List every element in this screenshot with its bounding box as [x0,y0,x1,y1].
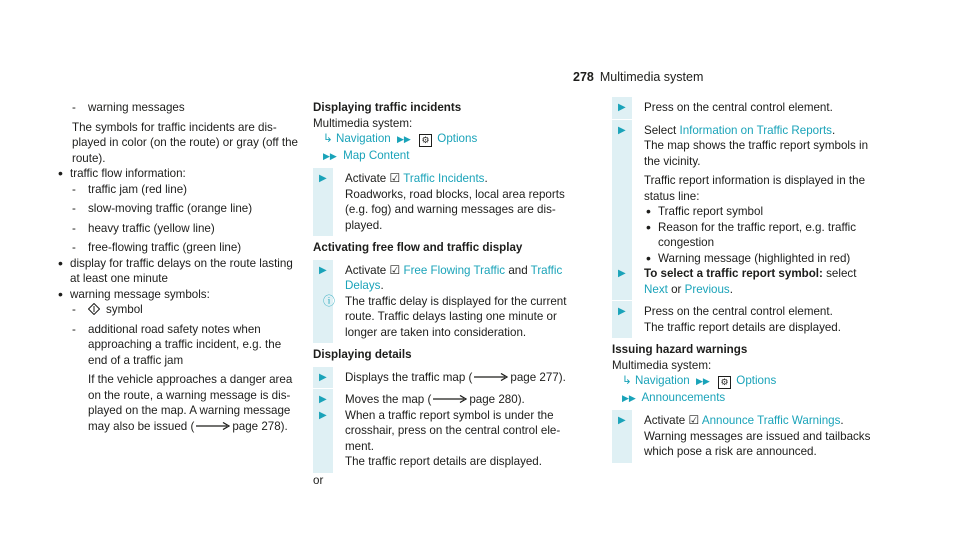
info-icon: ⓘ [323,293,336,308]
option-announce-traffic-warnings[interactable]: Announce Traffic Warnings [701,414,841,427]
enter-arrow-icon: ↳ [323,132,333,145]
enter-arrow-icon: ↳ [622,374,632,387]
option-traffic-incidents[interactable]: Traffic Incidents [403,172,485,185]
list-item: - symbol [58,302,320,318]
step-arrow-icon: ▶ [319,264,327,276]
list-item: • Reason for the traffic report, e.g. traffic congestion [634,220,912,251]
step: ▶ Displays the traffic map ( page 277). [313,370,583,386]
double-chevron-icon: ▶▶ [323,150,337,161]
column-2: Displaying traffic incidents Multimedia system: ↳ Navigation ▶▶ ⚙ Options ▶▶ Map Content ▶ Activate ☑ Traffic Incidents. Roadworks, road blocks, local area reports (e.g. fog) and warning messages are dis- played. Activating free flow and traffic display ▶ Activate ☑ Free Flowing Traffic and Traffic Delays. ⓘ The traffic delay is displayed for the current route. Traffic delays lasting one minute or longer are taken into consideration. Displaying details ▶ Displays the traffic map ( page 277). ▶ Moves the map ( page 280). ▶ When a traffic report symbol is under the crosshair, press on the central control ele- ment. The traffic report details are displayed. or [313,100,583,488]
step-arrow-icon: ▶ [618,124,626,136]
step: ▶ Moves the map ( page 280). ▶ When a traffic report symbol is under the crosshair, press on the central control ele- ment. The traffic report details are displayed. [313,392,583,470]
step-arrow-icon: ▶ [618,306,626,317]
list-item: - warning messages [58,100,320,116]
list-item: - slow-moving traffic (orange line) [58,201,320,217]
step: ▶ Activate ☑ Free Flowing Traffic and Traffic Delays. ⓘ The traffic delay is displayed for the current route. Traffic delays lasting one minute or longer are taken into consideration. [313,263,583,341]
menu-path [313,148,583,165]
step-arrow-icon: ▶ [618,268,626,279]
step-arrow-icon: ▶ [618,102,626,113]
page-reference-arrow-icon [474,373,508,381]
option-traffic-delays[interactable]: Traffic [530,263,563,277]
page-reference-arrow-icon [433,395,467,403]
list-item: - heavy traffic (yellow line) [58,221,320,237]
section-heading: Displaying details [313,348,412,361]
double-chevron-icon: ▶▶ [622,392,636,403]
option-next[interactable]: Next [644,282,668,296]
option-free-flowing-traffic[interactable]: Free Flowing Traffic [403,263,506,277]
step: ▶ Select Information on Traffic Reports. The map shows the traffic report symbols in the vicinity. Traffic report information is displayed in the status line: • Traffic report symbol • Reason for the traffic report, e.g. traffic congestion • Warning message (highlighted in red) [612,123,912,267]
list-item: • display for traffic delays on the route lasting at least one minute [58,256,320,287]
step-arrow-icon: ▶ [319,371,327,383]
menu-announcements[interactable]: Announcements [641,390,726,404]
page-number: 278 [573,70,594,84]
step: ▶ To select a traffic report symbol: select Next or Previous. [612,266,912,297]
checkbox-icon: ☑ [688,413,700,427]
menu-navigation[interactable]: Navigation [335,132,391,145]
section-heading: Displaying traffic incidents [313,101,462,114]
list-item: • Traffic report symbol [634,204,912,220]
checkbox-icon: ☑ [389,171,401,185]
gear-icon: ⚙ [718,376,731,389]
step-arrow-icon: ▶ [319,394,327,405]
step: ▶ Press on the central control element. [612,100,912,116]
double-chevron-icon: ▶▶ [695,376,710,386]
step-arrow-icon: ▶ [618,415,626,426]
list-item: • warning message symbols: [58,287,320,303]
gear-icon: ⚙ [419,134,432,147]
step: ▶ Activate ☑ Announce Traffic Warnings. Warning messages are issued and tailbacks which pose a risk are announced. [612,413,912,460]
section-heading: Issuing hazard warnings [612,343,748,356]
option-previous[interactable]: Previous [684,282,730,296]
page-reference-arrow-icon [196,422,230,430]
column-1 [58,100,320,434]
menu-path [313,131,583,148]
list-item: - traffic jam (red line) [58,182,320,198]
paragraph: The symbols for traffic incidents are dis- played in color (on the route) or gray (off the route). [72,120,298,165]
warning-diamond-icon [88,303,100,315]
checkbox-icon: ☑ [389,262,401,277]
double-chevron-icon: ▶▶ [396,134,411,144]
menu-options[interactable]: Options [437,132,478,145]
menu-path [612,390,912,407]
list-item: - additional road safety notes when approaching a traffic incident, e.g. the end of a traffic jam [58,322,320,369]
menu-navigation[interactable]: Navigation [634,374,690,387]
section-heading: Activating free flow and traffic display [313,241,523,254]
step-arrow-icon: ▶ [319,409,327,421]
menu-path [612,373,912,390]
step: ▶ Activate ☑ Traffic Incidents. Roadworks, road blocks, local area reports (e.g. fog) and warning messages are dis- played. [313,171,583,233]
list-item: • Warning message (highlighted in red) [634,251,912,267]
section-title: Multimedia system [599,70,704,84]
menu-options[interactable]: Options [736,374,777,387]
column-3: ▶ Press on the central control element. ▶ Select Information on Traffic Reports. The map shows the traffic report symbols in the vicinity. Traffic report information is displayed in the status line: • Traffic report symbol • Reason for the traffic report, e.g. traffic congestion • Warning message (highlighted in red) ▶ To select a traffic report symbol: select Next or Previous. ▶ Press on the central control element. The traffic report details are displayed. Issuing hazard warnings Multimedia system: ↳ Navigation ▶▶ ⚙ Options ▶▶ Announcements ▶ Activate ☑ Announce Traffic Warnings. Warning messages are issued and tailbacks which pose a risk are announced. [612,100,912,460]
list-item: • traffic flow information: [58,166,320,182]
step: ▶ Press on the central control element. The traffic report details are displayed. [612,304,912,335]
page-header [573,70,703,86]
step-arrow-icon: ▶ [319,173,327,184]
paragraph: If the vehicle approaches a danger area on the route, a warning message is dis- played on the map. A warning message may also be issued ( page 278). [88,373,293,433]
menu-map-content[interactable]: Map Content [343,148,410,162]
option-information-on-traffic-reports[interactable]: Information on Traffic Reports [679,123,832,137]
list-item: - free-flowing traffic (green line) [58,240,320,256]
